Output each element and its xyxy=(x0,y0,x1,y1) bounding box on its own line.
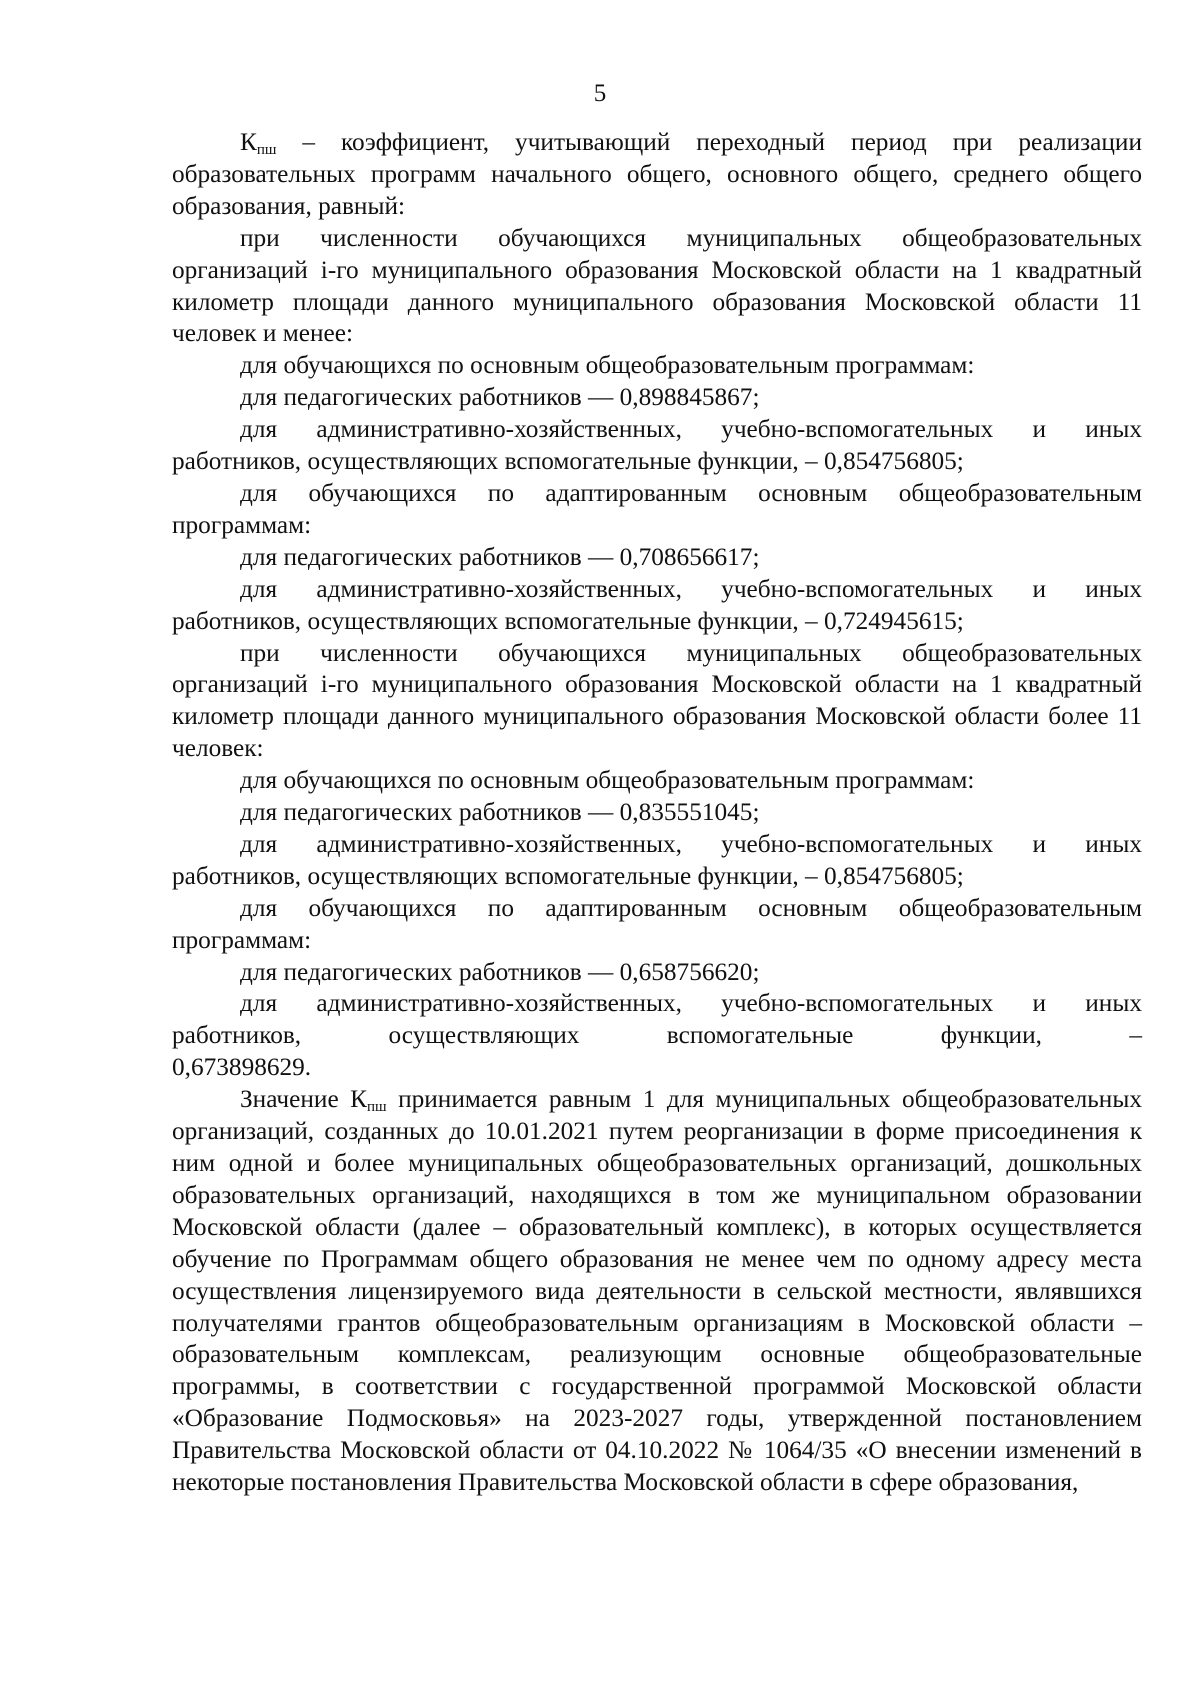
paragraph-text: – коэффициент, учитывающий переходный период при реализации образовательных программ начального общего, основного общего, среднего общего образования, равный: xyxy=(172,128,1142,220)
paragraph-teachers-coef: для педагогических работников — 0,708656617; xyxy=(240,542,760,571)
paragraph-basic-programs: для обучающихся по основным общеобразовательным программам: xyxy=(240,351,975,380)
document-body xyxy=(172,127,1142,1499)
paragraph-text: Значение К xyxy=(240,1085,368,1114)
paragraph-admin-coef: для административно-хозяйственных, учебно-вспомогательных и иных работников, осуществляющих вспомогательные функции, – 0,724945615; xyxy=(172,574,1142,635)
paragraph-adapted-programs: для обучающихся по адаптированным основным общеобразовательным программам: xyxy=(172,478,1142,539)
paragraph-density-more-than-11: при численности обучающихся муниципальных общеобразовательных организаций i-го муниципального образования Московской области на 1 квадратный километр площади данного муниципального образования Московской области более 11 человек: xyxy=(172,638,1142,763)
paragraph-teachers-coef: для педагогических работников — 0,898845867; xyxy=(240,383,760,412)
paragraph-admin-coef-value: 0,673898629. xyxy=(172,1053,312,1082)
page-number: 5 xyxy=(593,80,607,107)
paragraph-adapted-programs: для обучающихся по адаптированным основным общеобразовательным программам: xyxy=(172,893,1142,954)
kpsh-subscript: пш xyxy=(367,1099,387,1116)
paragraph-teachers-coef: для педагогических работников — 0,658756620; xyxy=(240,957,760,986)
paragraph-kpsh-equals-one xyxy=(172,1084,1142,1499)
paragraph-basic-programs: для обучающихся по основным общеобразовательным программам: xyxy=(240,766,975,795)
kpsh-symbol: К xyxy=(240,128,257,156)
paragraph-admin-coef: для административно-хозяйственных, учебно-вспомогательных и иных работников, осуществляющих вспомогательные функции, – 0,854756805; xyxy=(172,415,1142,476)
paragraph-kpsh-definition xyxy=(172,127,1142,223)
kpsh-subscript: пш xyxy=(256,142,277,158)
paragraph-teachers-coef: для педагогических работников — 0,835551045; xyxy=(240,798,760,827)
paragraph-admin-coef: для административно-хозяйственных, учебно-вспомогательных и иных работников, осуществляющих вспомогательные функции, – xyxy=(172,989,1142,1050)
paragraph-admin-coef: для административно-хозяйственных, учебно-вспомогательных и иных работников, осуществляющих вспомогательные функции, – 0,854756805; xyxy=(172,829,1142,890)
paragraph-density-11-or-less: при численности обучающихся муниципальных общеобразовательных организаций i-го муниципального образования Московской области на 1 квадратный километр площади данного муниципального образования Московской области 11 человек и менее: xyxy=(172,223,1142,348)
paragraph-text: принимается равным 1 для муниципальных общеобразовательных организаций, созданных до 10.01.2021 путем реорганизации в форме присоединения к ним одной и более муниципальных общеобразовательных организаций, дошкольных образовательных организаций, находящихся в том же муниципальном образовании Московской области (далее – образовательный комплекс), в которых осуществляется обучение по Программам общего образования не менее чем по одному адресу места осуществления лицензируемого вида деятельности в сельской местности, являвшихся получателями грантов общеобразовательным организациям в Московской области – образовательным комплексам, реализующим основные общеобразовательные программы, в соответствии с государственной программой Московской области «Образование Подмосковья» на 2023-2027 годы, утвержденной постановлением Правительства Московской области от 04.10.2022 № 1064/35 «О внесении изменений в некоторые постановления Правительства Московской области в сфере образования, xyxy=(172,1085,1142,1497)
